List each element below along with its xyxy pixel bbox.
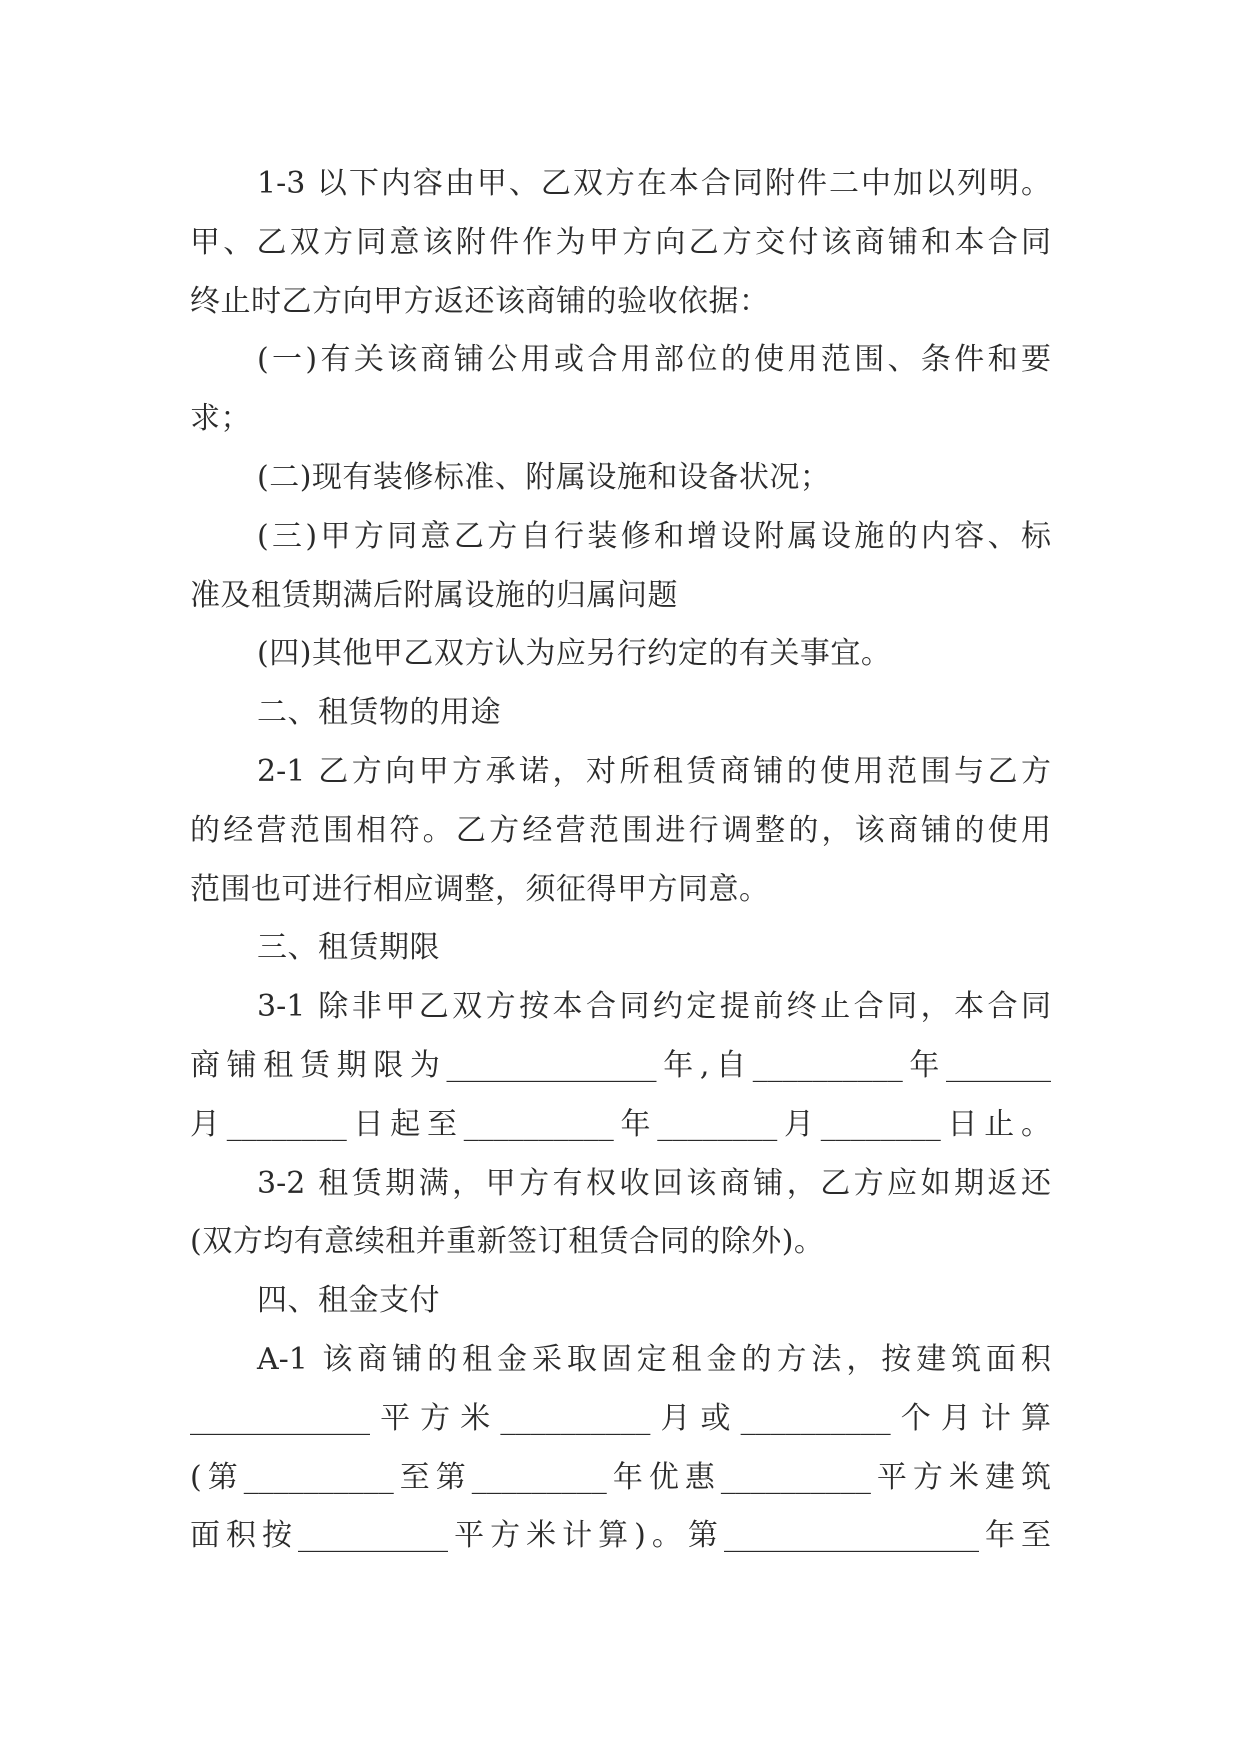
clause-3-1 xyxy=(190,978,1051,1154)
text-line-with-blanks: (第__________至第_________年优惠__________平方米建筑 xyxy=(190,1459,1051,1495)
text-line-with-blanks: ____________平方米__________月或__________个月计算 xyxy=(190,1400,1051,1436)
section-title: 二、租赁物的用途 xyxy=(257,695,501,731)
item-3 xyxy=(190,508,1051,626)
text-line: (四)其他甲乙双方认为应另行约定的有关事宜。 xyxy=(257,636,892,672)
section-heading-4 xyxy=(190,1272,1051,1331)
text-line: 求； xyxy=(190,401,251,437)
text-line: 1-3 以下内容由甲、乙双方在本合同附件二中加以列明。 xyxy=(257,166,1051,201)
text-line: 准及租赁期满后附属设施的归属问题 xyxy=(190,577,678,613)
item-4 xyxy=(190,625,1051,684)
text-line-with-blanks: 面积按__________平方米计算)。第_________________年至 xyxy=(190,1518,1051,1554)
text-line: 甲、乙双方同意该附件作为甲方向乙方交付该商铺和本合同 xyxy=(190,224,1051,260)
text-line: 范围也可进行相应调整，须征得甲方同意。 xyxy=(190,871,770,907)
section-heading-3 xyxy=(190,919,1051,978)
clause-a-1 xyxy=(190,1331,1051,1566)
text-line: A-1 该商铺的租金采取固定租金的方法，按建筑面积 xyxy=(257,1341,1051,1377)
item-1 xyxy=(190,331,1051,449)
text-line-with-blanks: 商铺租赁期限为______________年,自__________年_______ xyxy=(190,1047,1051,1083)
document-body xyxy=(190,155,1051,1566)
text-line: 3-2 租赁期满，甲方有权收回该商铺，乙方应如期返还 xyxy=(257,1165,1051,1201)
section-title: 四、租金支付 xyxy=(257,1283,440,1319)
text-line: 3-1 除非甲乙双方按本合同约定提前终止合同，本合同 xyxy=(257,989,1051,1025)
text-line: (双方均有意续租并重新签订租赁合同的除外)。 xyxy=(190,1224,825,1260)
section-title: 三、租赁期限 xyxy=(257,930,440,966)
item-2 xyxy=(190,449,1051,508)
text-line: 终止时乙方向甲方返还该商铺的验收依据： xyxy=(190,283,770,319)
text-line: (二)现有装修标准、附属设施和设备状况； xyxy=(257,459,831,495)
text-line-with-blanks: 月________日起至__________年________月________日止。 xyxy=(190,1106,1051,1142)
text-line: (一)有关该商铺公用或合用部位的使用范围、条件和要 xyxy=(257,342,1051,378)
text-line: 的经营范围相符。乙方经营范围进行调整的，该商铺的使用 xyxy=(190,812,1051,848)
clause-1-3 xyxy=(190,155,1051,331)
clause-2-1 xyxy=(190,743,1051,919)
text-line: 2-1 乙方向甲方承诺，对所租赁商铺的使用范围与乙方 xyxy=(257,753,1051,789)
text-line: (三)甲方同意乙方自行装修和增设附属设施的内容、标 xyxy=(257,518,1051,554)
section-heading-2 xyxy=(190,684,1051,743)
clause-3-2 xyxy=(190,1155,1051,1273)
